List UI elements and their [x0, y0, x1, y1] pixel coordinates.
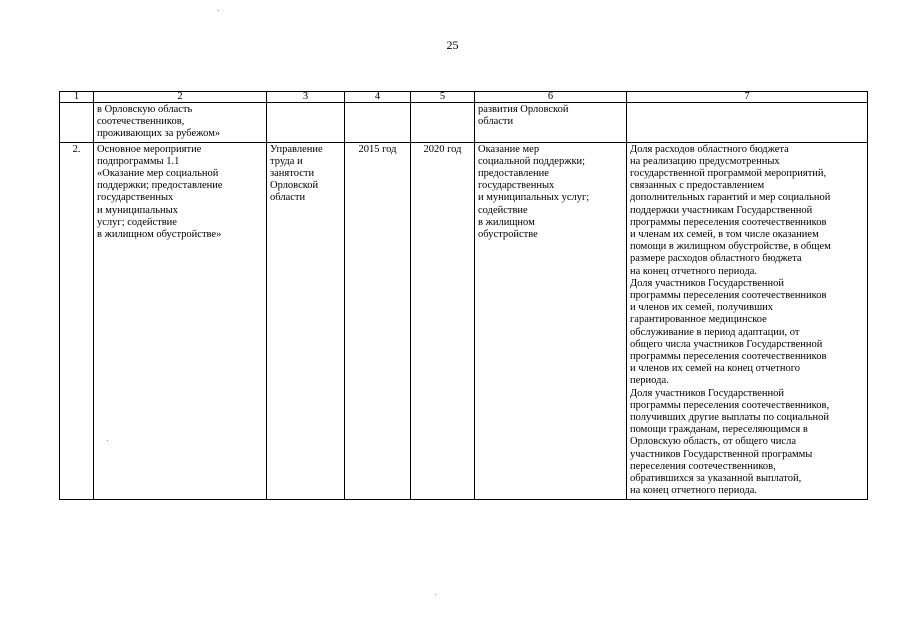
cell-line: области	[478, 116, 514, 128]
cell-line: в жилищном	[478, 216, 535, 228]
cell-line: программы переселения соотечественников,	[630, 399, 830, 411]
cell-line: и членов их семей, получивших	[630, 302, 774, 314]
cell-line: Основное мероприятие	[97, 143, 202, 155]
cell-line: Доля участников Государственной	[630, 277, 784, 289]
scan-speck	[435, 594, 436, 595]
measure-cell	[94, 142, 267, 499]
page-number: 25	[446, 38, 459, 52]
cell-line: получивших другие выплаты по социальной	[630, 412, 830, 424]
cell-line: переселения соотечественников,	[630, 460, 776, 472]
column-header-6: 6	[475, 92, 627, 103]
cell-line: соотечественников,	[97, 116, 185, 128]
cell-line: подпрограммы 1.1	[97, 155, 180, 167]
column-header-5: 5	[411, 92, 475, 103]
cell-line: развития Орловской	[478, 104, 569, 115]
cell-line: на конец отчетного периода.	[630, 265, 757, 277]
cell-line: обратившихся за указанной выплатой,	[630, 473, 802, 485]
column-header-3: 3	[267, 92, 345, 103]
scan-speck	[218, 10, 219, 11]
table-row-2	[60, 142, 868, 499]
cell-line: Орловской	[270, 180, 319, 192]
cell-line: помощи в жилищном обустройстве, в общем	[630, 241, 831, 253]
cell-line: и членов их семей на конец отчетного	[630, 363, 801, 375]
cell-line: помощи гражданам, переселяющимся в	[630, 424, 808, 436]
cell-line: участников Государственной программы	[630, 448, 813, 460]
cell-line: Доля расходов областного бюджета	[630, 143, 789, 155]
cell-line: социальной поддержки;	[478, 155, 586, 167]
column-header-1: 1	[60, 92, 94, 103]
cell-line: Оказание мер	[478, 143, 540, 155]
cell-line: на конец отчетного периода.	[630, 485, 757, 497]
cell-line: Доля участников Государственной	[630, 387, 784, 399]
cell-line: программы переселения соотечественников	[630, 290, 827, 302]
cell-line: Управление	[270, 143, 323, 155]
cell-line: и муниципальных услуг;	[478, 192, 590, 204]
cell-line: содействие	[478, 204, 528, 216]
measures-table	[59, 91, 868, 500]
cell-line: размере расходов областного бюджета	[630, 253, 802, 265]
cell-line: занятости	[270, 168, 315, 180]
cell-line: услуг; содействие	[97, 216, 177, 228]
row-continued-measure-cell	[94, 103, 267, 143]
header-row	[60, 92, 868, 103]
cell-line: обустройстве	[478, 229, 538, 241]
table-row-continued	[60, 103, 868, 143]
cell-line: проживающих за рубежом»	[97, 128, 221, 140]
column-header-7: 7	[627, 92, 868, 103]
expected-result-cell	[475, 142, 627, 499]
cell-line: государственных	[478, 180, 555, 192]
row-number-cell: 2.	[60, 142, 94, 499]
row-continued-result-cell	[475, 103, 627, 143]
cell-line: поддержки; предоставление	[97, 180, 223, 192]
cell-line: на реализацию предусмотренных	[630, 155, 780, 167]
end-year-cell: 2020 год	[411, 142, 475, 499]
start-year-cell: 2015 год	[345, 142, 411, 499]
cell-line: государственных	[97, 192, 174, 204]
row-continued-start-cell	[345, 103, 411, 143]
cell-line: государственной программой мероприятий,	[630, 168, 827, 180]
cell-line: программы переселения соотечественников	[630, 216, 827, 228]
cell-line: периода.	[630, 375, 669, 387]
row-continued-indicator-cell	[627, 103, 868, 143]
cell-line: программы переселения соотечественников	[630, 351, 827, 363]
cell-line: труда и	[270, 155, 303, 167]
row-continued-end-cell	[411, 103, 475, 143]
cell-line: связанных с предоставлением	[630, 180, 765, 192]
cell-line: общего числа участников Государственной	[630, 338, 823, 350]
scan-speck	[107, 440, 108, 441]
executor-cell	[267, 142, 345, 499]
cell-line: поддержки участникам Государственной	[630, 204, 813, 216]
indicator-cell	[627, 142, 868, 499]
column-header-2: 2	[94, 92, 267, 103]
cell-line: обслуживание в период адаптации, от	[630, 326, 800, 338]
cell-line: дополнительных гарантий и мер социальной	[630, 192, 831, 204]
cell-line: «Оказание мер социальной	[97, 168, 219, 180]
cell-line: в жилищном обустройстве»	[97, 229, 222, 241]
cell-line: предоставление	[478, 168, 549, 180]
row-continued-executor-cell	[267, 103, 345, 143]
cell-line: в Орловскую область	[97, 104, 193, 115]
cell-line: области	[270, 192, 306, 204]
cell-line: и муниципальных	[97, 204, 178, 216]
cell-line: и членам их семей, в том числе оказанием	[630, 229, 819, 241]
row-continued-num-cell	[60, 103, 94, 143]
cell-line: гарантированное медицинское	[630, 314, 767, 326]
cell-line: Орловскую область, от общего числа	[630, 436, 796, 448]
column-header-4: 4	[345, 92, 411, 103]
